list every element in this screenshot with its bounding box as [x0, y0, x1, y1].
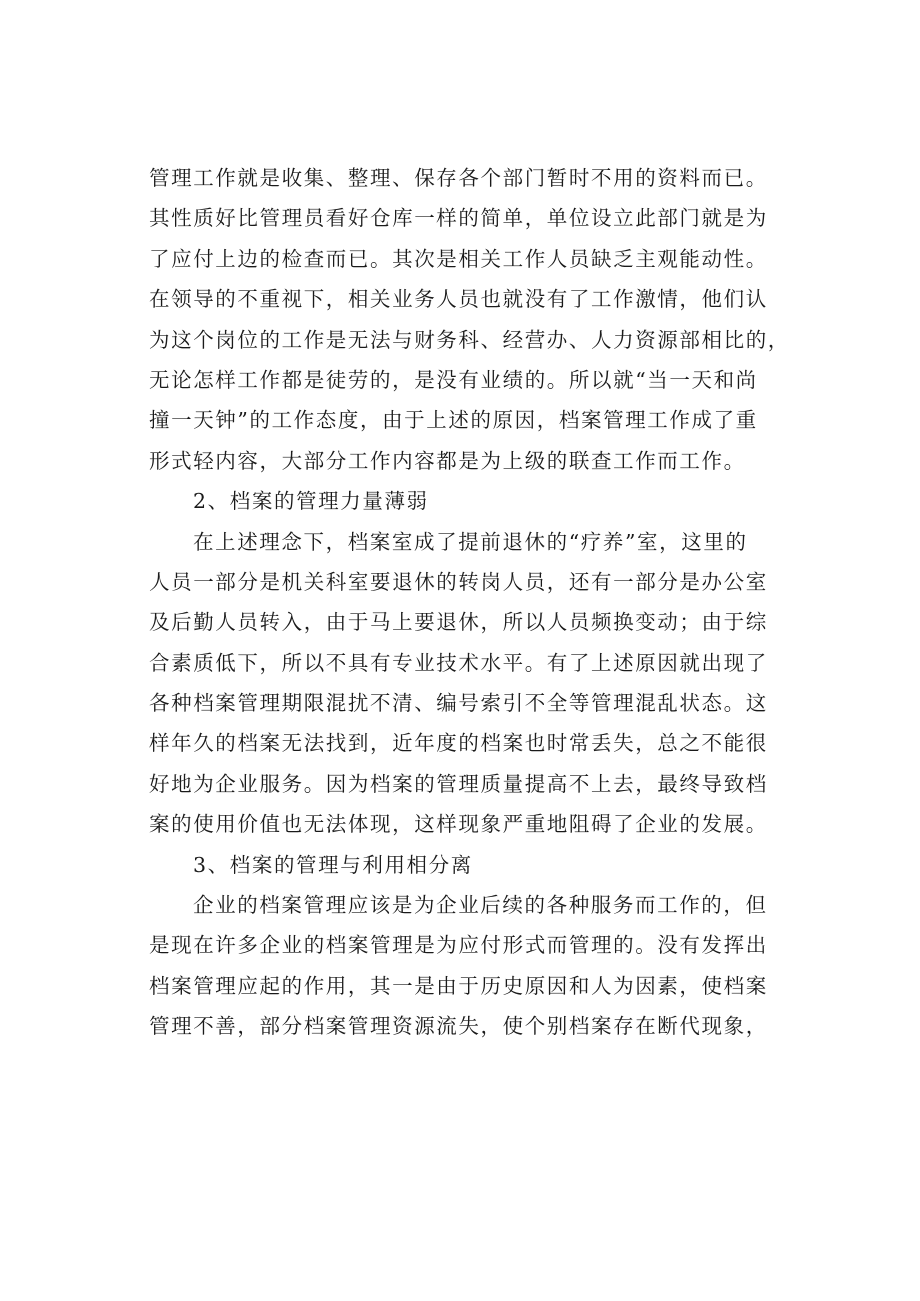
paragraph-line: 是现在许多企业的档案管理是为应付形式而管理的。没有发挥出	[149, 933, 768, 958]
section-heading: 3、档案的管理与利用相分离	[193, 852, 473, 877]
paragraph-line: 及后勤人员转入，由于马上要退休，所以人员频换变动；由于综	[149, 610, 768, 635]
document-body	[149, 158, 809, 1047]
paragraph-line: 了应付上边的检查而已。其次是相关工作人员缺乏主观能动性。	[149, 246, 768, 271]
paragraph-line: 人员一部分是机关科室要退休的转岗人员，还有一部分是办公室	[149, 569, 768, 594]
paragraph-line: 管理不善，部分档案管理资源流失，使个别档案存在断代现象，	[149, 1014, 768, 1039]
paragraph-line: 好地为企业服务。因为档案的管理质量提高不上去，最终导致档	[149, 771, 768, 796]
paragraph-line: 企业的档案管理应该是为企业后续的各种服务而工作的，但	[193, 893, 768, 918]
paragraph-line: 在领导的不重视下，相关业务人员也就没有了工作激情，他们认	[149, 287, 768, 312]
paragraph-line: 形式轻内容，大部分工作内容都是为上级的联查工作而工作。	[149, 448, 746, 473]
paragraph-line: 其性质好比管理员看好仓库一样的简单，单位设立此部门就是为	[149, 206, 768, 231]
paragraph-line: 撞一天钟”的工作态度，由于上述的原因，档案管理工作成了重	[149, 408, 758, 433]
paragraph-line: 在上述理念下，档案室成了提前退休的“疗养”室，这里的	[193, 529, 748, 554]
paragraph-line: 无论怎样工作都是徒劳的，是没有业绩的。所以就“当一天和尚	[149, 367, 758, 392]
paragraph-line: 档案管理应起的作用，其一是由于历史原因和人为因素，使档案	[149, 973, 768, 998]
section-heading: 2、档案的管理力量薄弱	[193, 489, 429, 514]
paragraph-line: 合素质低下，所以不具有专业技术水平。有了上述原因就出现了	[149, 650, 768, 675]
paragraph-line: 管理工作就是收集、整理、保存各个部门暂时不用的资料而已。	[149, 166, 768, 190]
paragraph-line: 各种档案管理期限混扰不清、编号索引不全等管理混乱状态。这	[149, 691, 768, 716]
paragraph-line: 案的使用价值也无法体现，这样现象严重地阻碍了企业的发展。	[149, 812, 768, 837]
paragraph-line: 为这个岗位的工作是无法与财务科、经营办、人力资源部相比的，	[149, 327, 790, 352]
paragraph-line: 样年久的档案无法找到，近年度的档案也时常丢失，总之不能很	[149, 731, 768, 756]
